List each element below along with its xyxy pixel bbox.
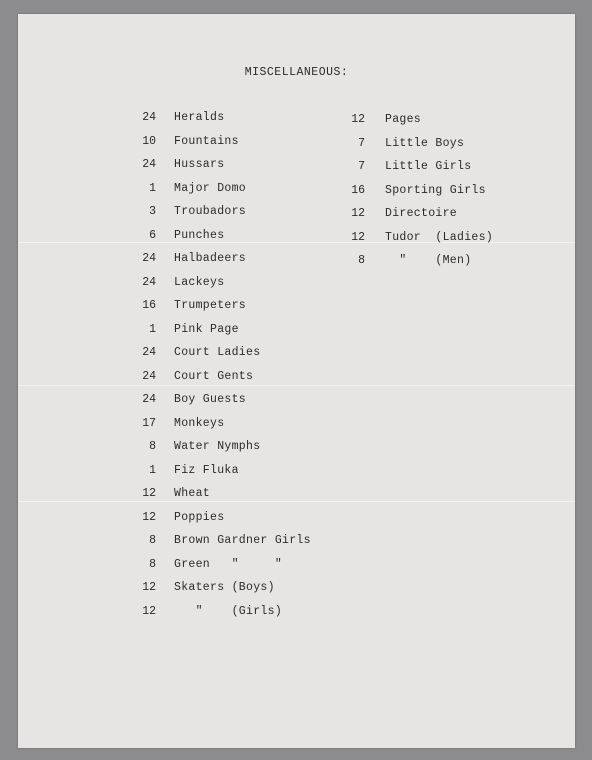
item-name: Hussars (174, 158, 225, 171)
list-item (340, 137, 493, 161)
list-item (130, 135, 311, 159)
list-item (130, 323, 311, 347)
item-name: Green " " (174, 557, 283, 571)
item-name: Court Gents (174, 369, 254, 383)
item-name: Little Girls (385, 160, 472, 173)
item-name: " (Girls) (174, 604, 283, 618)
list-item (130, 158, 311, 182)
page-title: MISCELLANEOUS: (244, 66, 349, 79)
list-item (130, 417, 311, 441)
list-item (130, 252, 311, 276)
item-quantity: 6 (149, 228, 156, 242)
item-quantity: 24 (142, 346, 156, 359)
list-item (130, 511, 311, 535)
list-item (340, 231, 493, 255)
document-page (18, 14, 575, 748)
item-quantity: 7 (358, 136, 365, 150)
item-name: Troubadors (174, 205, 247, 218)
item-quantity: 8 (358, 254, 365, 267)
item-quantity: 10 (142, 134, 156, 148)
list-item (340, 254, 493, 278)
item-quantity: 12 (142, 487, 156, 500)
item-quantity: 12 (351, 230, 365, 244)
item-quantity: 1 (149, 181, 156, 195)
item-quantity: 7 (358, 160, 365, 173)
item-quantity: 12 (142, 604, 156, 618)
item-quantity: 1 (149, 463, 156, 477)
list-item (130, 464, 311, 488)
item-quantity: 12 (142, 581, 156, 594)
item-quantity: 8 (149, 534, 156, 547)
list-item (130, 299, 311, 323)
item-name: Monkeys (174, 416, 225, 430)
item-quantity: 8 (149, 440, 156, 453)
item-name: Directoire (385, 207, 458, 220)
item-quantity: 24 (142, 369, 156, 383)
list-item (130, 440, 311, 464)
list-item (130, 205, 311, 229)
item-quantity: 1 (149, 322, 156, 336)
item-quantity: 16 (142, 299, 156, 312)
item-quantity: 24 (142, 158, 156, 171)
list-item (130, 346, 311, 370)
item-name: Little Boys (385, 136, 465, 150)
list-item (340, 160, 493, 184)
list-item (340, 207, 493, 231)
item-name: Punches (174, 228, 225, 242)
list-item (130, 111, 311, 135)
item-quantity: 24 (142, 393, 156, 406)
item-name: Skaters (Boys) (174, 581, 275, 594)
item-name: Sporting Girls (385, 183, 486, 197)
list-item (130, 276, 311, 300)
item-name: Boy Guests (174, 393, 247, 406)
item-quantity: 12 (351, 113, 365, 126)
item-quantity: 24 (142, 252, 156, 265)
item-name: Major Domo (174, 181, 247, 195)
item-name: Tudor (Ladies) (385, 230, 494, 244)
item-quantity: 12 (142, 510, 156, 524)
list-item (130, 581, 311, 605)
list-item (130, 182, 311, 206)
item-quantity: 17 (142, 416, 156, 430)
item-quantity: 12 (351, 207, 365, 220)
item-name: Halbadeers (174, 252, 247, 265)
item-quantity: 8 (149, 557, 156, 571)
list-item (340, 113, 493, 137)
item-name: Fountains (174, 134, 239, 148)
left-column-list (130, 111, 311, 628)
item-name: Pink Page (174, 322, 239, 336)
item-name: Brown Gardner Girls (174, 534, 311, 547)
item-quantity: 16 (351, 183, 365, 197)
list-item (130, 605, 311, 629)
item-name: Trumpeters (174, 299, 247, 312)
right-column-list (340, 113, 493, 278)
item-name: Wheat (174, 487, 211, 500)
item-quantity: 24 (142, 111, 156, 124)
list-item (130, 370, 311, 394)
item-quantity: 3 (149, 205, 156, 218)
item-name: Poppies (174, 510, 225, 524)
list-item (340, 184, 493, 208)
item-name: Court Ladies (174, 346, 261, 359)
item-name: " (Men) (385, 254, 472, 267)
list-item (130, 558, 311, 582)
item-name: Lackeys (174, 275, 225, 289)
item-name: Heralds (174, 111, 225, 124)
list-item (130, 487, 311, 511)
item-name: Fiz Fluka (174, 463, 239, 477)
item-name: Water Nymphs (174, 440, 261, 453)
list-item (130, 534, 311, 558)
item-name: Pages (385, 113, 422, 126)
list-item (130, 229, 311, 253)
list-item (130, 393, 311, 417)
item-quantity: 24 (142, 275, 156, 289)
